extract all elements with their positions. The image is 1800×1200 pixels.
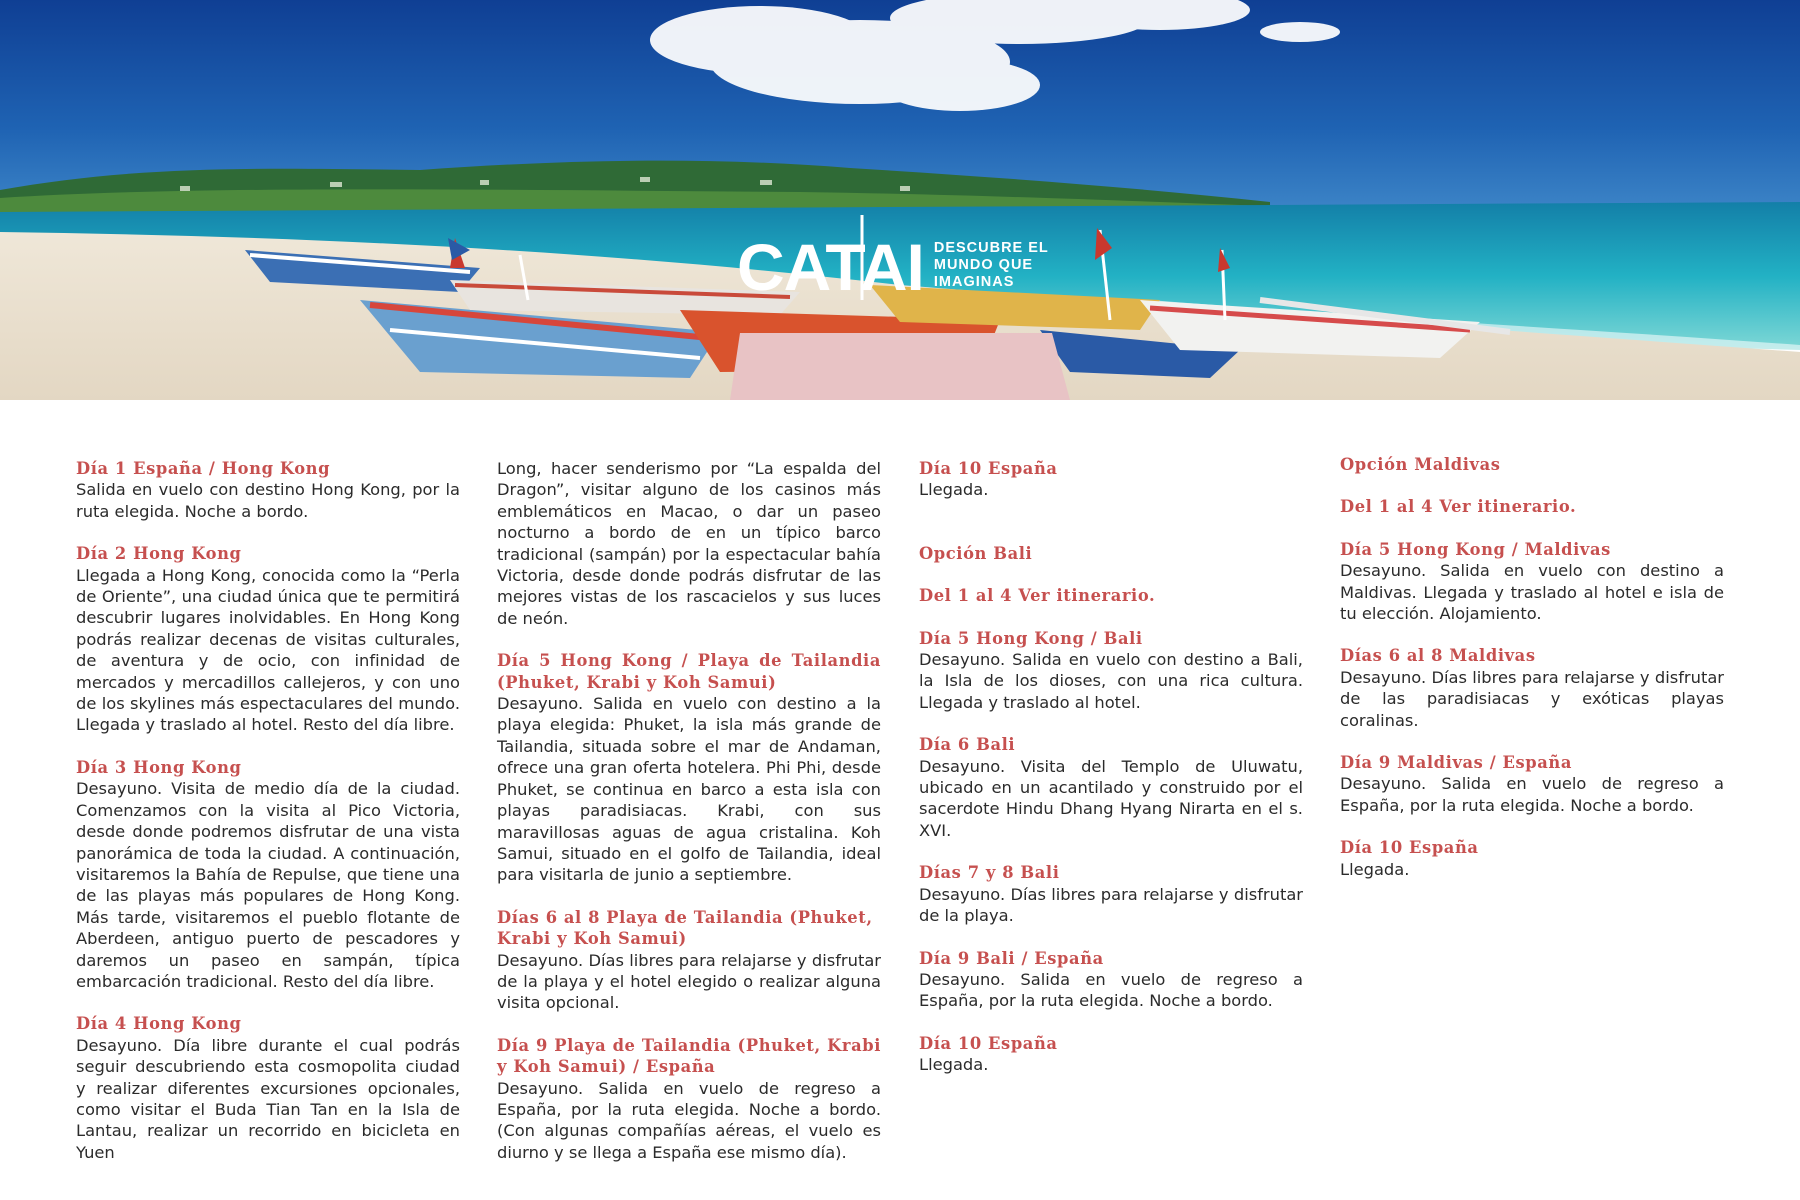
day-text: Desayuno. Días libres para relajarse y disfrutar de la playa.	[919, 884, 1303, 926]
day-section	[497, 907, 881, 1014]
day-section	[919, 458, 1303, 501]
day-text: Desayuno. Visita de medio día de la ciudad. Comenzamos con la visita al Pico Victoria, desde donde podremos disfrutar de una vista panorámica de toda la ciudad. A continuación, visitaremos la Bahía de Repulse, que tiene una de las playas más populares de Hong Kong. Más tarde, visitaremos el pueblo flotante de Aberdeen, antiguo puerto de pescadores y daremos un paseo en sampán, típica embarcación tradicional. Resto del día libre.	[76, 779, 460, 991]
pink-tab-shape	[730, 333, 1070, 400]
day-heading: Día 5 Hong Kong / Maldivas	[1340, 539, 1611, 559]
day-heading: Día 9 Playa de Tailandia (Phuket, Krabi y Koh Samui) / España	[497, 1035, 881, 1077]
day-text: Desayuno. Visita del Templo de Uluwatu, ubicado en un acantilado y construido por el sacerdote Hindu Dhang Hyang Nirarta en el s. XVI.	[919, 756, 1303, 840]
day-heading: Días 6 al 8 Playa de Tailandia (Phuket, Krabi y Koh Samui)	[497, 907, 873, 949]
day-heading: Día 1 España / Hong Kong	[76, 459, 331, 478]
day-heading: Día 5 Hong Kong / Playa de Tailandia (Phuket, Krabi y Koh Samui)	[497, 651, 881, 692]
day-text: Desayuno. Día libre durante el cual podrás seguir descubriendo esta cosmopolita ciudad y realizar diferentes excursiones opcionales, como visitar el Buda Tian Tan en la Isla de Lantau, realizar un recorrido en bicicleta en Yuen	[76, 1035, 460, 1162]
spacer	[919, 522, 1303, 543]
day-text: Desayuno. Salida en vuelo de regreso a España, por la ruta elegida. Noche a bordo. (Con algunas compañías aéreas, el vuelo es diurno y se llega a España ese mismo día).	[497, 1078, 881, 1162]
day-section	[76, 458, 460, 522]
beach-illustration	[0, 0, 1800, 400]
day-section	[919, 628, 1303, 714]
day-section	[919, 948, 1303, 1012]
day-heading: Días 7 y 8 Bali	[919, 863, 1060, 883]
itinerary-column-1	[76, 458, 460, 1184]
day-section	[1340, 539, 1724, 625]
day-section	[1340, 752, 1724, 816]
day-text: Desayuno. Días libres para relajarse y disfrutar de las paradisiacas y exóticas playas coralinas.	[1340, 667, 1724, 730]
itinerary-column-4	[1340, 454, 1724, 901]
day-heading: Días 6 al 8 Maldivas	[1340, 646, 1536, 666]
day-heading: Día 9 Maldivas / España	[1340, 753, 1572, 773]
day-text: Desayuno. Salida en vuelo con destino a la playa elegida: Phuket, la isla más grande de Tailandia, situada sobre el mar de Andaman, ofrece una gran oferta hotelera. Phi Phi, desde Phuket, se continua en barco a esta isla con playas paradisiacas. Krabi, con sus maravillosas aguas de agua cristalina. Koh Samui, situado en el golfo de Tailandia, ideal para visitarla de junio a septiembre.	[497, 694, 881, 885]
day-heading: Día 6 Bali	[919, 735, 1016, 755]
brand-logo	[737, 232, 1064, 292]
day-text: Llegada.	[919, 1055, 989, 1075]
day-text: Desayuno. Salida en vuelo de regreso a España, por la ruta elegida. Noche a bordo.	[1340, 774, 1724, 815]
day-heading: Día 2 Hong Kong	[76, 544, 242, 564]
day-heading: Día 3 Hong Kong	[76, 757, 242, 777]
day-section	[497, 650, 881, 885]
day-text: Desayuno. Salida en vuelo de regreso a España, por la ruta elegida. Noche a bordo.	[919, 969, 1303, 1011]
day-heading: Día 10 España	[919, 459, 1058, 478]
day-heading: Del 1 al 4 Ver itinerario.	[919, 586, 1156, 606]
day-text: Desayuno. Salida en vuelo con destino a Maldivas. Llegada y traslado al hotel e isla de tu elección. Alojamiento.	[1340, 561, 1724, 624]
day-section	[1340, 645, 1724, 731]
day-section	[919, 862, 1303, 926]
brand-tagline: DESCUBRE EL MUNDO QUE IMAGINAS	[933, 240, 1049, 288]
day-text: Llegada a Hong Kong, conocida como la “Perla de Oriente”, una ciudad única que te permitirá descubrir lugares inolvidables. En Hong Kong podrás realizar decenas de visitas culturales, de aventura y de ocio, con infinidad de mercados y mercadillos callejeros, y con uno de los skylines más espectaculares del mundo. Llegada y traslado al hotel. Resto del día libre.	[76, 565, 460, 735]
day-section	[919, 1033, 1303, 1076]
itinerary-column-3	[919, 458, 1303, 1097]
day-section	[1340, 837, 1724, 880]
continued-text: Long, hacer senderismo por “La espalda del Dragon”, visitar alguno de los casinos más emblemáticos en Macao, o dar un paseo nocturno a bordo de en un típico barco tradicional (sampán) por la espectacular bahía Victoria, desde donde podrás disfrutar de las mejores vistas de los rascacielos y sus luces de neón.	[497, 459, 881, 628]
option-heading-section	[919, 543, 1303, 564]
day-text: Llegada.	[1340, 859, 1410, 879]
day-text: Desayuno. Días libres para relajarse y disfrutar de la playa y el hotel elegido o realizar alguna visita opcional.	[497, 950, 881, 1013]
day-heading: Día 5 Hong Kong / Bali	[919, 628, 1143, 648]
day-section	[497, 1035, 881, 1163]
option-heading: Opción Maldivas	[1340, 455, 1501, 474]
day-section	[919, 734, 1303, 841]
day-text: Desayuno. Salida en vuelo con destino a Bali, la Isla de los dioses, con una rica cultura. Llegada y traslado al hotel.	[919, 650, 1303, 712]
day-heading: Día 9 Bali / España	[919, 948, 1104, 968]
option-heading: Opción Bali	[919, 543, 1033, 563]
day-text: Llegada.	[919, 480, 989, 500]
day-section	[919, 585, 1303, 606]
day-section	[1340, 496, 1724, 517]
day-section	[76, 543, 460, 736]
option-heading-section	[1340, 454, 1724, 475]
hero-image	[0, 0, 1800, 400]
day-heading: Día 10 España	[1340, 838, 1479, 858]
day-section	[76, 1013, 460, 1163]
brand-name: CATAI	[737, 232, 924, 292]
day-section	[76, 757, 460, 992]
day-heading: Del 1 al 4 Ver itinerario.	[1340, 497, 1577, 517]
day-heading: Día 4 Hong Kong	[76, 1014, 242, 1034]
itinerary-column-2	[497, 458, 881, 1184]
day-heading: Día 10 España	[919, 1033, 1058, 1053]
day-text: Salida en vuelo con destino Hong Kong, por la ruta elegida. Noche a bordo.	[76, 480, 460, 521]
